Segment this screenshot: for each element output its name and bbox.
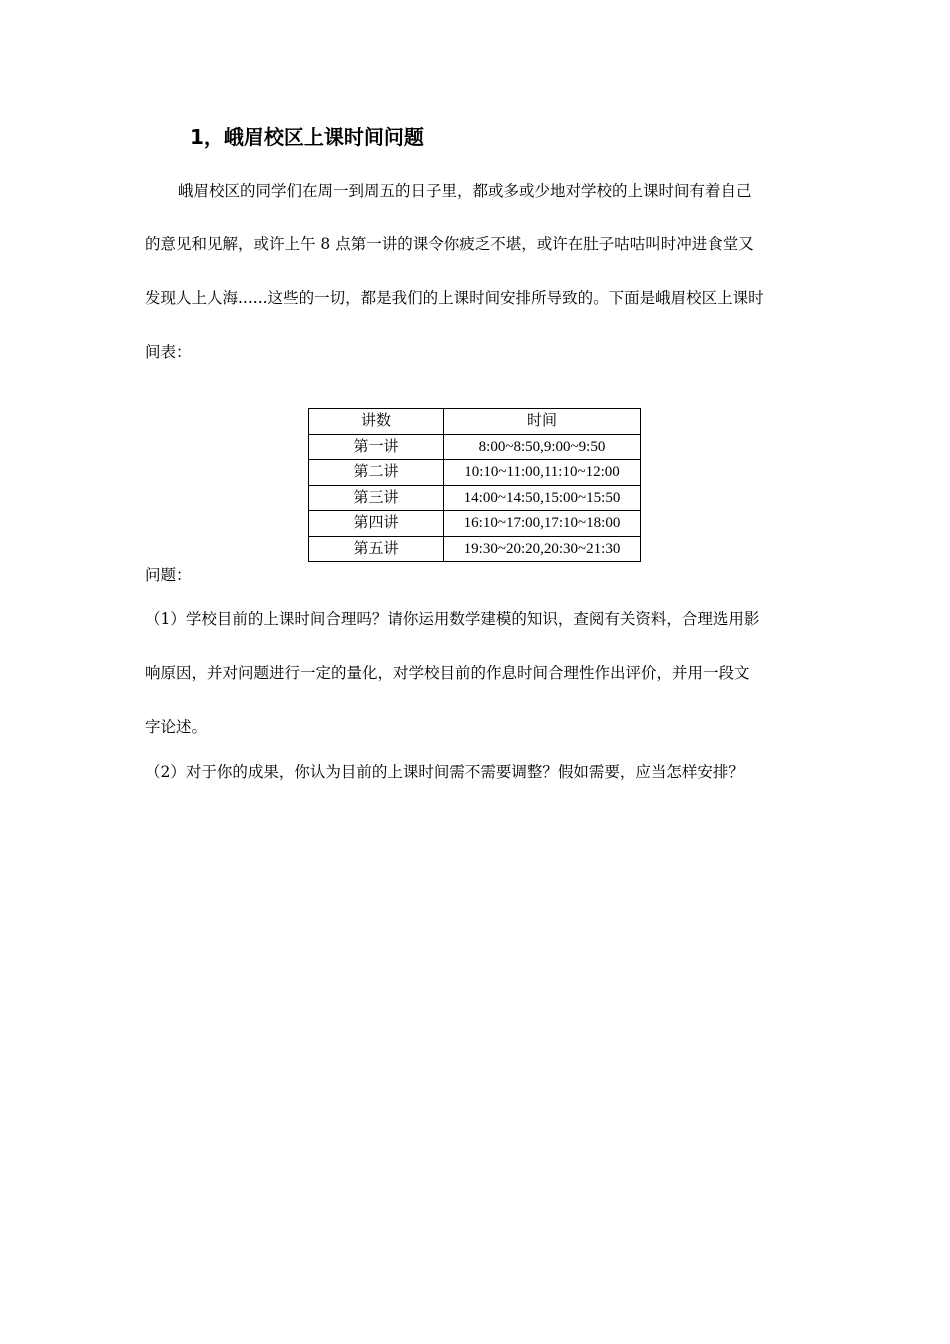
lecture-cell: 第二讲	[309, 460, 444, 486]
table-header-row	[309, 409, 641, 435]
time-cell: 14:00~14:50,15:00~15:50	[444, 485, 641, 511]
intro-line: 发现人上人海......这些的一切，都是我们的上课时间安排所导致的。下面是峨眉校区上课时	[145, 289, 764, 307]
table-row	[309, 511, 641, 537]
question-1-line: （1）学校目前的上课时间合理吗？请你运用数学建模的知识，查阅有关资料，合理选用影	[145, 610, 760, 628]
time-cell: 16:10~17:00,17:10~18:00	[444, 511, 641, 537]
question-2-line: （2）对于你的成果，你认为目前的上课时间需不需要调整？假如需要，应当怎样安排？	[145, 763, 744, 781]
header-lecture: 讲数	[309, 409, 444, 435]
table-row	[309, 434, 641, 460]
class-schedule-table	[308, 408, 641, 562]
lecture-cell: 第四讲	[309, 511, 444, 537]
table-row	[309, 536, 641, 562]
time-cell: 10:10~11:00,11:10~12:00	[444, 460, 641, 486]
intro-line: 间表：	[145, 343, 192, 361]
intro-line: 的意见和见解，或许上午 8 点第一讲的课令你疲乏不堪，或许在肚子咕咕叫时冲进食堂又	[145, 235, 754, 253]
table-row	[309, 460, 641, 486]
lecture-cell: 第五讲	[309, 536, 444, 562]
time-cell: 8:00~8:50,9:00~9:50	[444, 434, 641, 460]
intro-line: 峨眉校区的同学们在周一到周五的日子里，都或多或少地对学校的上课时间有着自己	[178, 182, 752, 200]
lecture-cell: 第一讲	[309, 434, 444, 460]
questions-label: 问题：	[145, 566, 192, 584]
table-row	[309, 485, 641, 511]
question-1-line: 响原因，并对问题进行一定的量化，对学校目前的作息时间合理性作出评价，并用一段文	[145, 664, 750, 682]
question-1-line: 字论述。	[145, 718, 208, 736]
lecture-cell: 第三讲	[309, 485, 444, 511]
time-cell: 19:30~20:20,20:30~21:30	[444, 536, 641, 562]
section-heading: 1，峨眉校区上课时间问题	[190, 125, 424, 149]
header-time: 时间	[444, 409, 641, 435]
